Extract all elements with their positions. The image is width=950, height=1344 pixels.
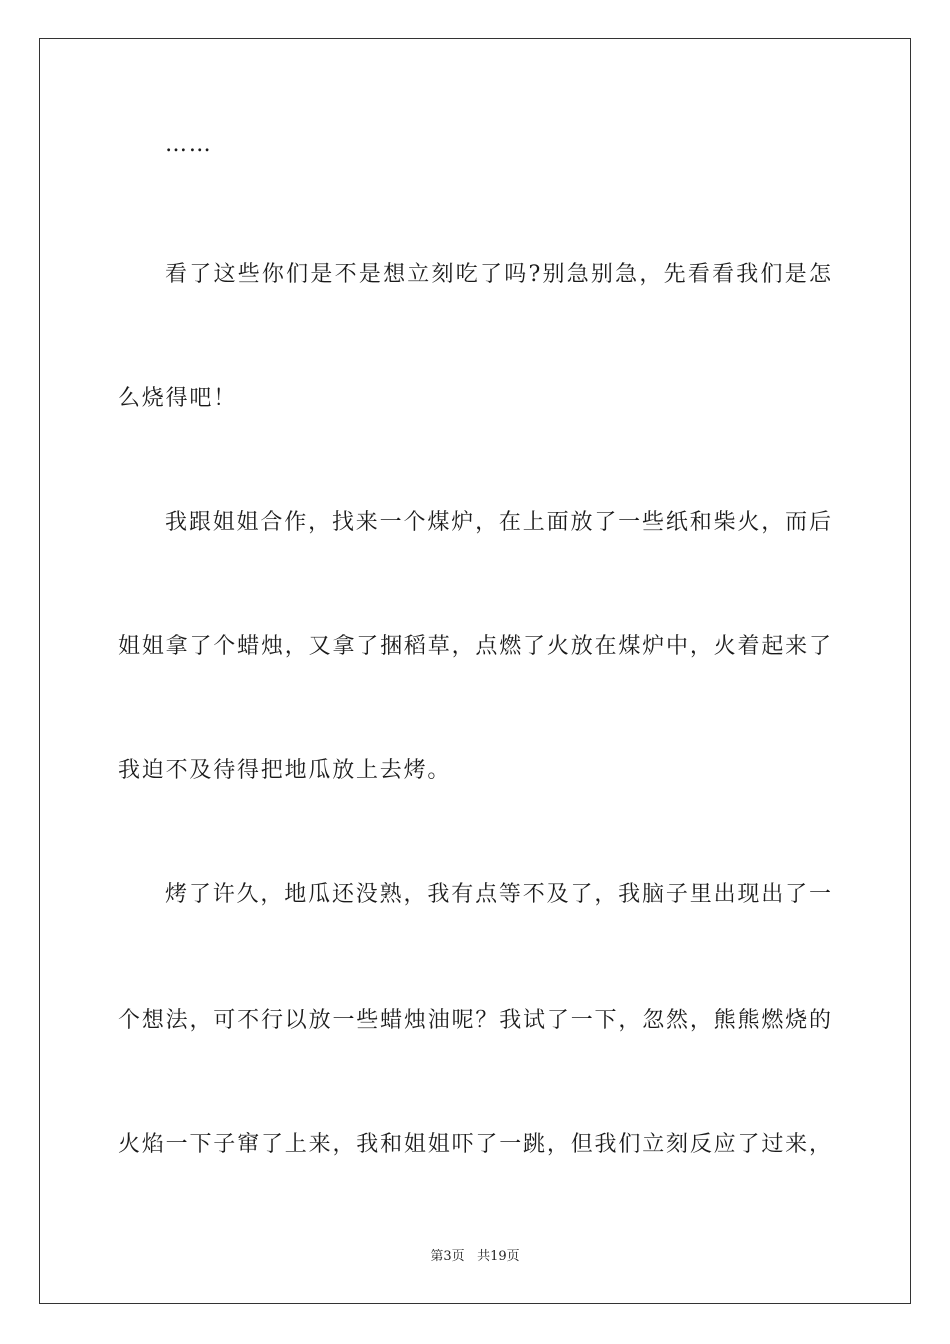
page-total: 共19页 xyxy=(477,1249,520,1264)
paragraph-3-line-1: 烤了许久，地瓜还没熟，我有点等不及了，我脑子里出现出了一 xyxy=(165,882,831,907)
paragraph-2-line-1: 我跟姐姐合作，找来一个煤炉，在上面放了一些纸和柴火，而后 xyxy=(165,510,831,535)
paragraph-2-line-3: 我迫不及待得把地瓜放上去烤。 xyxy=(118,758,452,783)
page-footer xyxy=(0,1248,950,1266)
page-number: 第3页 xyxy=(430,1249,465,1264)
paragraph-1-line-2: 么烧得吧！ xyxy=(118,386,238,411)
paragraph-3-line-2: 个想法，可不行以放一些蜡烛油呢？我试了一下，忽然，熊熊燃烧的 xyxy=(118,1008,831,1033)
page-frame xyxy=(39,38,911,1304)
paragraph-1-line-1: 看了这些你们是不是想立刻吃了吗?别急别急，先看看我们是怎 xyxy=(165,262,831,287)
ellipsis-line: …… xyxy=(165,132,213,157)
paragraph-2-line-2: 姐姐拿了个蜡烛，又拿了捆稻草，点燃了火放在煤炉中，火着起来了 xyxy=(118,634,831,659)
paragraph-3-line-3: 火焰一下子窜了上来，我和姐姐吓了一跳，但我们立刻反应了过来， xyxy=(118,1132,831,1157)
